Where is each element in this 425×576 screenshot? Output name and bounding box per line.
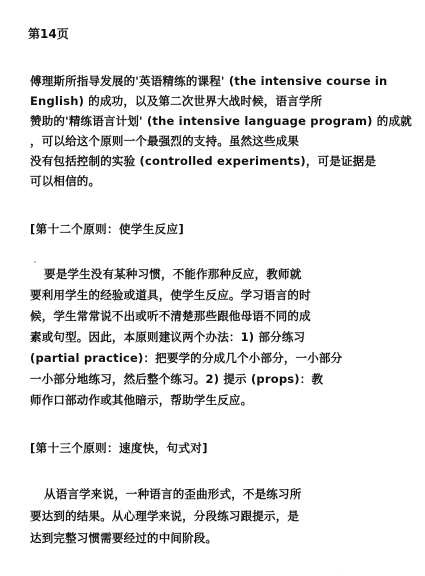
paragraph-1-line-2: English) 的成功，以及第二次世界大战时候，语言学所 [30,94,323,108]
footer-scan-mark: · [340,568,342,575]
principle-12-heading: [第十二个原则：使学生反应] [30,222,185,236]
paragraph-3-line-1: 从语言学来说，一种语言的歪曲形式，不是练习所 [44,487,302,501]
paragraph-1-line-6: 可以相信的。 [30,174,101,188]
page-number-label: 第14页 [28,27,69,41]
paragraph-1-line-3: 赞助的'精练语言计划' (the intensive language program) 的成就 [30,114,412,128]
paragraph-2-line-4: 素或句型。因此，本原则建议两个办法：1) 部分练习 [30,330,306,344]
paragraph-1-line-1: 傅理斯所指导发展的'英语精练的课程' (the intensive course in [30,74,388,88]
principle-13-heading: [第十三个原则：速度快，句式对] [30,441,208,455]
paragraph-3-line-2: 要达到的结果。从心理学来说，分段练习跟提示，是 [30,509,300,523]
paragraph-2-line-1: 要是学生没有某种习惯，不能作那种反应，教师就 [44,267,302,281]
paragraph-2-line-2: 要利用学生的经验或道具，使学生反应。学习语言的时 [30,288,311,302]
paragraph-1-line-5: 没有包括控制的实验 (controlled experiments)，可是证据是 [30,154,377,168]
paragraph-2-line-6: 一小部分地练习，然后整个练习。2) 提示 (props)：教 [30,372,324,386]
paragraph-1-line-4: ，可以给这个原则一个最强烈的支持。虽然这些成果 [30,134,300,148]
paragraph-3-line-3: 达到完整习惯需要经过的中间阶段。 [30,531,218,545]
paragraph-2-line-7: 师作口部动作或其他暗示，帮助学生反应。 [30,393,253,407]
bullet-mark: ′ [34,261,37,271]
paragraph-2-line-5: (partial practice)：把要学的分成几个小部分，一小部分 [30,351,343,365]
paragraph-2-line-3: 候，学生常常说不出或听不清楚那些跟他母语不同的成 [30,309,311,323]
